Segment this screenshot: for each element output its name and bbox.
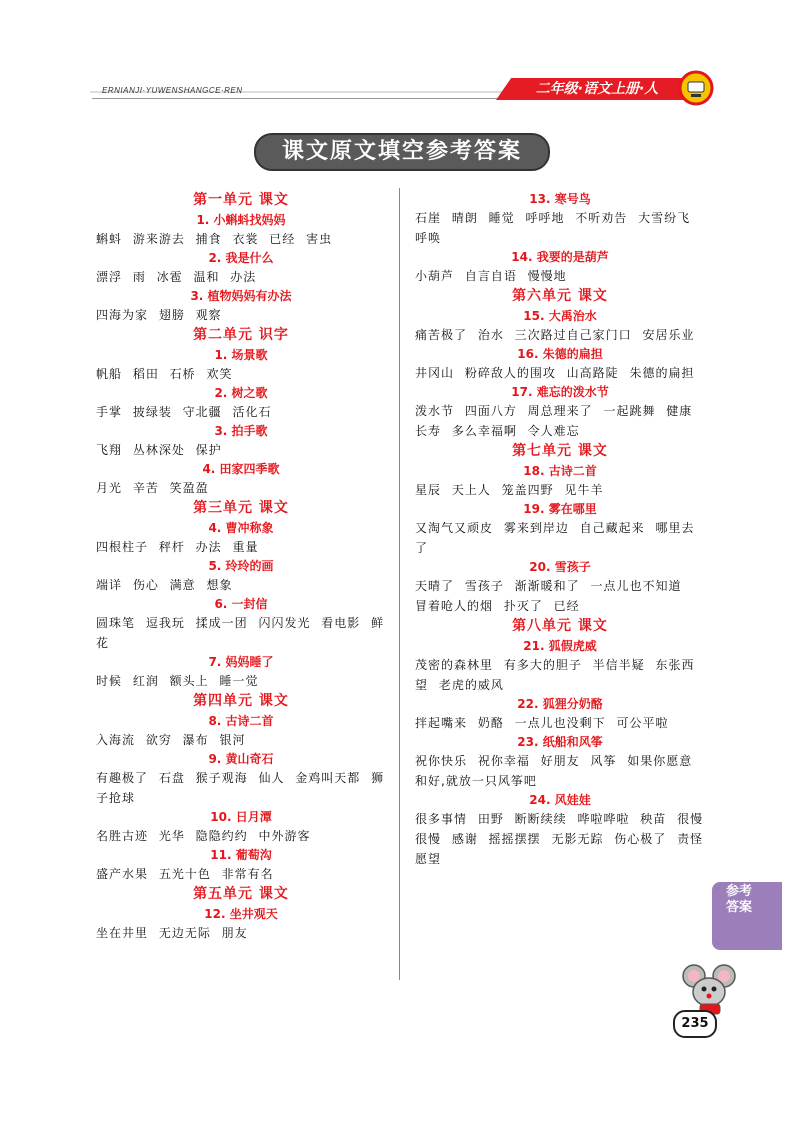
answer-text: 蝌蚪 游来游去 捕食 衣裳 已经 害虫	[96, 232, 333, 246]
unit-heading: 第一单元 课文	[193, 192, 289, 208]
lesson-title: 4. 曹冲称象	[208, 521, 274, 535]
answer-text: 祝你快乐 祝你幸福 好朋友 风筝 如果你愿意和好,就放一只风筝吧	[415, 754, 693, 788]
lesson-title: 20. 雪孩子	[529, 560, 591, 574]
lesson-title: 8. 古诗二首	[208, 714, 274, 728]
lesson-title: 24. 风娃娃	[529, 793, 591, 807]
lesson-title: 14. 我要的是葫芦	[511, 250, 609, 264]
answer-text: 时候 红润 额头上 睡一觉	[96, 674, 259, 688]
answer-text: 盛产水果 五光十色 非常有名	[96, 867, 274, 881]
answer-text: 泼水节 四面八方 周总理来了 一起跳舞 健康长寿 多么幸福啊 令人难忘	[415, 404, 693, 438]
unit-heading: 第七单元 课文	[512, 443, 608, 459]
lesson-title: 1. 场景歌	[214, 348, 268, 362]
answer-text: 石崖 晴朗 睡觉 呼呼地 不听劝告 大雪纷飞 呼唤	[415, 211, 691, 245]
right-column	[415, 190, 705, 869]
column-divider	[399, 188, 400, 980]
lesson-title: 1. 小蝌蚪找妈妈	[196, 213, 286, 227]
answer-text: 手掌 披绿装 守北疆 活化石	[96, 405, 272, 419]
lesson-title: 9. 黄山奇石	[208, 752, 274, 766]
answer-text: 飞翔 丛林深处 保护	[96, 443, 222, 457]
answer-text: 入海流 欲穷 瀑布 银河	[96, 733, 246, 747]
lesson-title: 22. 狐狸分奶酪	[517, 697, 603, 711]
publisher-badge-icon	[676, 70, 716, 106]
lesson-title: 13. 寒号鸟	[529, 192, 591, 206]
lesson-title: 4. 田家四季歌	[202, 462, 280, 476]
answer-text: 端详 伤心 满意 想象	[96, 578, 233, 592]
lesson-title: 12. 坐井观天	[204, 907, 278, 921]
side-tab-label: 参考答案	[726, 884, 753, 915]
answer-text: 星辰 天上人 笼盖四野 见牛羊	[415, 483, 604, 497]
answer-text: 有趣极了 石盘 猴子观海 仙人 金鸡叫天都 狮子抢球	[96, 771, 385, 805]
lesson-title: 19. 雾在哪里	[523, 502, 597, 516]
lesson-title: 21. 狐假虎威	[523, 639, 597, 653]
unit-heading: 第三单元 课文	[193, 500, 289, 516]
lesson-title: 11. 葡萄沟	[210, 848, 272, 862]
header-rule	[92, 98, 502, 99]
answer-text: 帆船 稻田 石桥 欢笑	[96, 367, 233, 381]
answer-text: 井冈山 粉碎敌人的围攻 山高路陡 朱德的扁担	[415, 366, 695, 380]
answer-text: 小葫芦 自言自语 慢慢地	[415, 269, 567, 283]
answer-text: 很多事情 田野 断断续续 哗啦哗啦 秧苗 很慢很慢 感谢 摇摇摆摆 无影无踪 伤心极了 责怪 愿望	[415, 812, 704, 866]
answer-text: 月光 辛苦 笑盈盈	[96, 481, 209, 495]
answer-text: 名胜古迹 光华 隐隐约约 中外游客	[96, 829, 311, 843]
unit-heading: 第二单元 识字	[193, 327, 289, 343]
left-column	[96, 190, 386, 943]
lesson-title: 17. 难忘的泼水节	[511, 385, 609, 399]
unit-heading: 第八单元 课文	[512, 618, 608, 634]
page-number: 235	[673, 1010, 717, 1038]
answer-text: 四根柱子 秤杆 办法 重量	[96, 540, 259, 554]
lesson-title: 3. 拍手歌	[214, 424, 268, 438]
lesson-title: 2. 我是什么	[208, 251, 274, 265]
lesson-title: 5. 玲玲的画	[208, 559, 274, 573]
lesson-title: 10. 日月潭	[210, 810, 272, 824]
answer-text: 茂密的森林里 有多大的胆子 半信半疑 东张西望 老虎的威风	[415, 658, 695, 692]
answer-text: 天晴了 雪孩子 渐渐暖和了 一点儿也不知道 冒着呛人的烟 扑灭了 已经	[415, 579, 682, 613]
answer-text: 漂浮 雨 冰雹 温和 办法	[96, 270, 257, 284]
lesson-title: 6. 一封信	[214, 597, 268, 611]
lesson-title: 23. 纸船和风筝	[517, 735, 603, 749]
answer-text: 拌起嘴来 奶酪 一点儿也没剩下 可公平啦	[415, 716, 669, 730]
header-pinyin: ERNIANJI·YUWENSHANGCE·REN	[102, 86, 243, 95]
header-grade-label: 二年级·语文上册·人	[535, 81, 659, 97]
lesson-title: 18. 古诗二首	[523, 464, 597, 478]
answer-text: 痛苦极了 治水 三次路过自己家门口 安居乐业	[415, 328, 695, 342]
answer-text: 坐在井里 无边无际 朋友	[96, 926, 248, 940]
answer-text: 又淘气又顽皮 雾来到岸边 自己藏起来 哪里去了	[415, 521, 695, 555]
lesson-title: 7. 妈妈睡了	[208, 655, 274, 669]
page-title: 课文原文填空参考答案	[254, 133, 550, 171]
unit-heading: 第五单元 课文	[193, 886, 289, 902]
lesson-title: 2. 树之歌	[214, 386, 268, 400]
lesson-title: 15. 大禹治水	[523, 309, 597, 323]
lesson-title: 3. 植物妈妈有办法	[190, 289, 292, 303]
answer-text: 四海为家 翅膀 观察	[96, 308, 222, 322]
unit-heading: 第四单元 课文	[193, 693, 289, 709]
unit-heading: 第六单元 课文	[512, 288, 608, 304]
answer-text: 圆珠笔 逗我玩 揉成一团 闪闪发光 看电影 鲜花	[96, 616, 385, 650]
lesson-title: 16. 朱德的扁担	[517, 347, 603, 361]
